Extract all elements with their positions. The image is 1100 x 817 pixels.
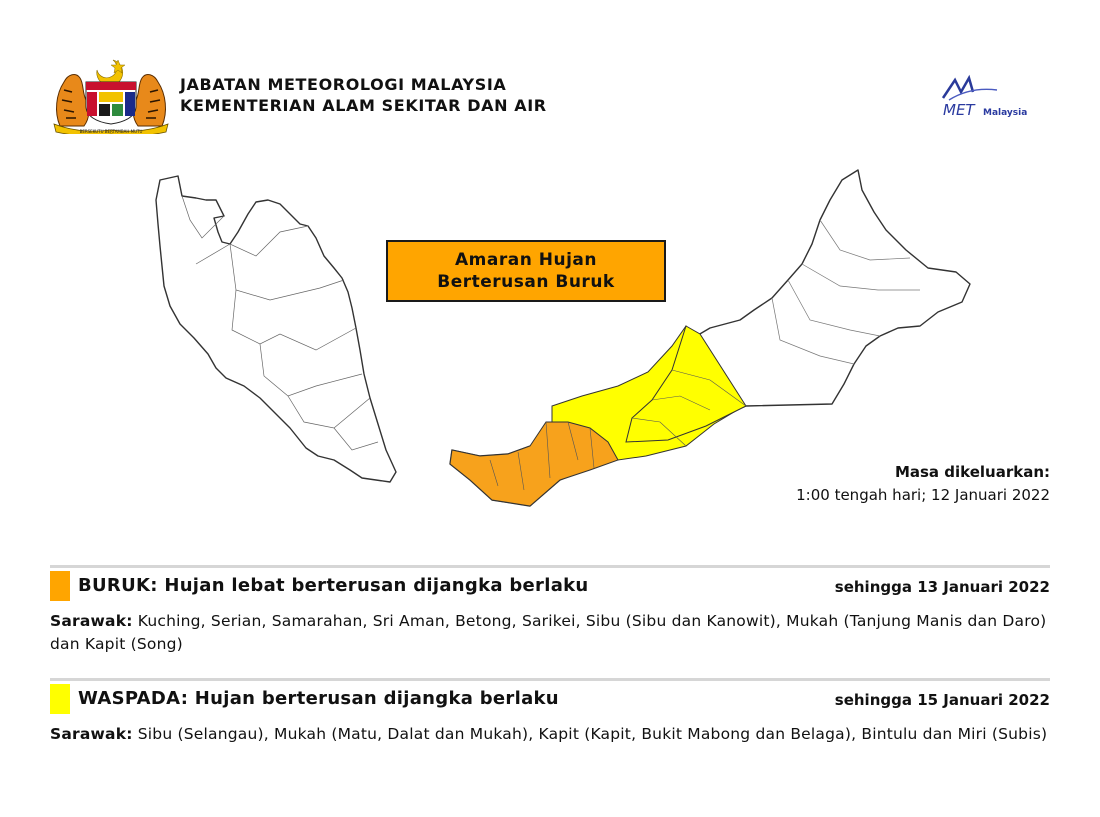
ministry-name: KEMENTERIAN ALAM SEKITAR DAN AIR: [180, 96, 547, 115]
buruk-swatch: [50, 571, 70, 601]
buruk-state: Sarawak:: [50, 612, 133, 630]
waspada-state: Sarawak:: [50, 725, 133, 743]
svg-text:Malaysia: Malaysia: [983, 108, 1028, 118]
buruk-until: sehingga 13 Januari 2022: [834, 578, 1050, 596]
waspada-swatch: [50, 684, 70, 714]
header: [50, 56, 1050, 136]
issue-time-value: 1:00 tengah hari; 12 Januari 2022: [796, 486, 1050, 504]
svg-text:MET: MET: [943, 101, 975, 119]
buruk-area-list: Kuching, Serian, Samarahan, Sri Aman, Betong, Sarikei, Sibu (Sibu dan Kanowit), Mukah (Tanjung Manis dan Daro) dan Kapit (Song): [50, 612, 1047, 653]
peninsular-malaysia: [156, 176, 396, 482]
agency-name: JABATAN METEOROLOGI MALAYSIA: [180, 75, 507, 94]
issue-time: [796, 461, 1050, 507]
waspada-until: sehingga 15 Januari 2022: [834, 691, 1050, 709]
buruk-areas: [50, 610, 1050, 656]
buruk-title: BURUK: Hujan lebat berterusan dijangka berlaku: [78, 575, 589, 596]
warning-title-box: [386, 240, 666, 302]
coat-of-arms-icon: [50, 56, 172, 134]
warning-title-line-1: Amaran Hujan: [455, 250, 597, 270]
svg-text:BERSEKUTU BERTAMBAH MUTU: BERSEKUTU BERTAMBAH MUTU: [79, 129, 143, 134]
buruk-legend-header: [50, 571, 1050, 601]
agency-heading: [180, 74, 547, 116]
divider: [50, 565, 1050, 568]
buruk-zone: [450, 422, 618, 506]
met-malaysia-logo-icon: [935, 68, 1047, 124]
issue-time-label: Masa dikeluarkan:: [894, 463, 1050, 481]
waspada-legend-header: [50, 684, 1050, 714]
waspada-title: WASPADA: Hujan berterusan dijangka berlaku: [78, 688, 559, 709]
warning-title-line-2: Berterusan Buruk: [437, 272, 615, 292]
divider: [50, 678, 1050, 681]
waspada-areas: [50, 723, 1050, 746]
waspada-area-list: Sibu (Selangau), Mukah (Matu, Dalat dan Mukah), Kapit (Kapit, Bukit Mabong dan Belaga), Bintulu dan Miri (Subis): [132, 725, 1048, 743]
